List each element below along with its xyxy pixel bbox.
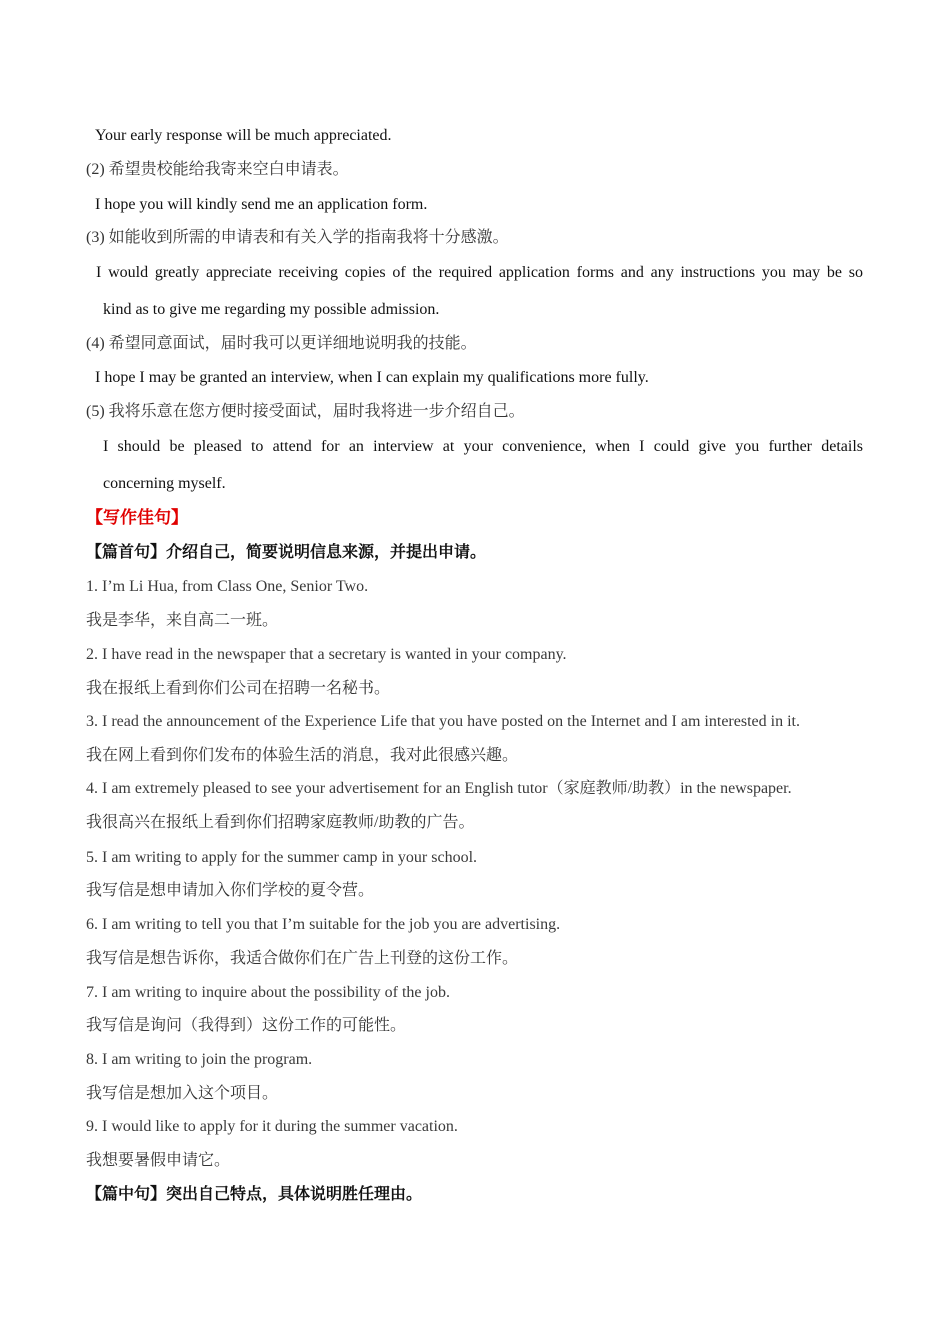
opening-item-6-en: 6. I am writing to tell you that I’m suitable for the job you are advertising. <box>86 916 561 933</box>
item-3-zh: (3) 如能收到所需的申请表和有关入学的指南我将十分感激。 <box>86 229 509 246</box>
opening-heading: 【篇首句】介绍自己，简要说明信息来源，并提出申请。 <box>86 544 487 561</box>
section-title: 【写作佳句】 <box>86 508 188 527</box>
sentence-en-response: Your early response will be much appreciated. <box>95 127 392 144</box>
item-4-en: I hope I may be granted an interview, when I can explain my qualifications more fully. <box>95 369 649 386</box>
opening-item-4-zh: 我很高兴在报纸上看到你们招聘家庭教师/助教的广告。 <box>86 814 475 831</box>
item-5-en-line2: concerning myself. <box>103 475 226 492</box>
opening-item-6-zh: 我写信是想告诉你，我适合做你们在广告上刊登的这份工作。 <box>86 950 519 967</box>
item-2-zh: (2) 希望贵校能给我寄来空白申请表。 <box>86 161 349 178</box>
opening-item-5-zh: 我写信是想申请加入你们学校的夏令营。 <box>86 882 375 899</box>
item-4-zh: (4) 希望同意面试，届时我可以更详细地说明我的技能。 <box>86 335 477 352</box>
opening-item-9-en: 9. I would like to apply for it during the summer vacation. <box>86 1118 458 1135</box>
item-3-en-line2: kind as to give me regarding my possible admission. <box>103 301 440 318</box>
opening-item-7-en: 7. I am writing to inquire about the possibility of the job. <box>86 984 450 1001</box>
opening-item-7-zh: 我写信是询问（我得到）这份工作的可能性。 <box>86 1017 407 1034</box>
opening-item-4-en: 4. I am extremely pleased to see your advertisement for an English tutor（家庭教师/助教）in the newspaper. <box>86 780 792 797</box>
item-5-zh: (5) 我将乐意在您方便时接受面试，届时我将进一步介绍自己。 <box>86 403 525 420</box>
opening-item-8-zh: 我写信是想加入这个项目。 <box>86 1085 279 1102</box>
item-5-en-line1: I should be pleased to attend for an interview at your convenience, when I could give you further details <box>103 438 863 455</box>
opening-item-8-en: 8. I am writing to join the program. <box>86 1051 313 1068</box>
opening-item-2-zh: 我在报纸上看到你们公司在招聘一名秘书。 <box>86 680 391 697</box>
item-2-en: I hope you will kindly send me an application form. <box>95 196 428 213</box>
opening-item-2-en: 2. I have read in the newspaper that a secretary is wanted in your company. <box>86 646 567 663</box>
middle-heading: 【篇中句】突出自己特点，具体说明胜任理由。 <box>86 1186 423 1203</box>
item-3-en-line1: I would greatly appreciate receiving copies of the required application forms and any instructions you may be so <box>96 264 863 281</box>
opening-item-9-zh: 我想要暑假申请它。 <box>86 1152 231 1169</box>
opening-item-1-zh: 我是李华，来自高二一班。 <box>86 612 279 629</box>
opening-item-3-zh: 我在网上看到你们发布的体验生活的消息，我对此很感兴趣。 <box>86 747 519 764</box>
opening-item-5-en: 5. I am writing to apply for the summer camp in your school. <box>86 849 478 866</box>
opening-item-1-en: 1. I’m Li Hua, from Class One, Senior Two. <box>86 578 369 595</box>
opening-item-3-en: 3. I read the announcement of the Experience Life that you have posted on the Internet and I am interested in it. <box>86 713 800 730</box>
